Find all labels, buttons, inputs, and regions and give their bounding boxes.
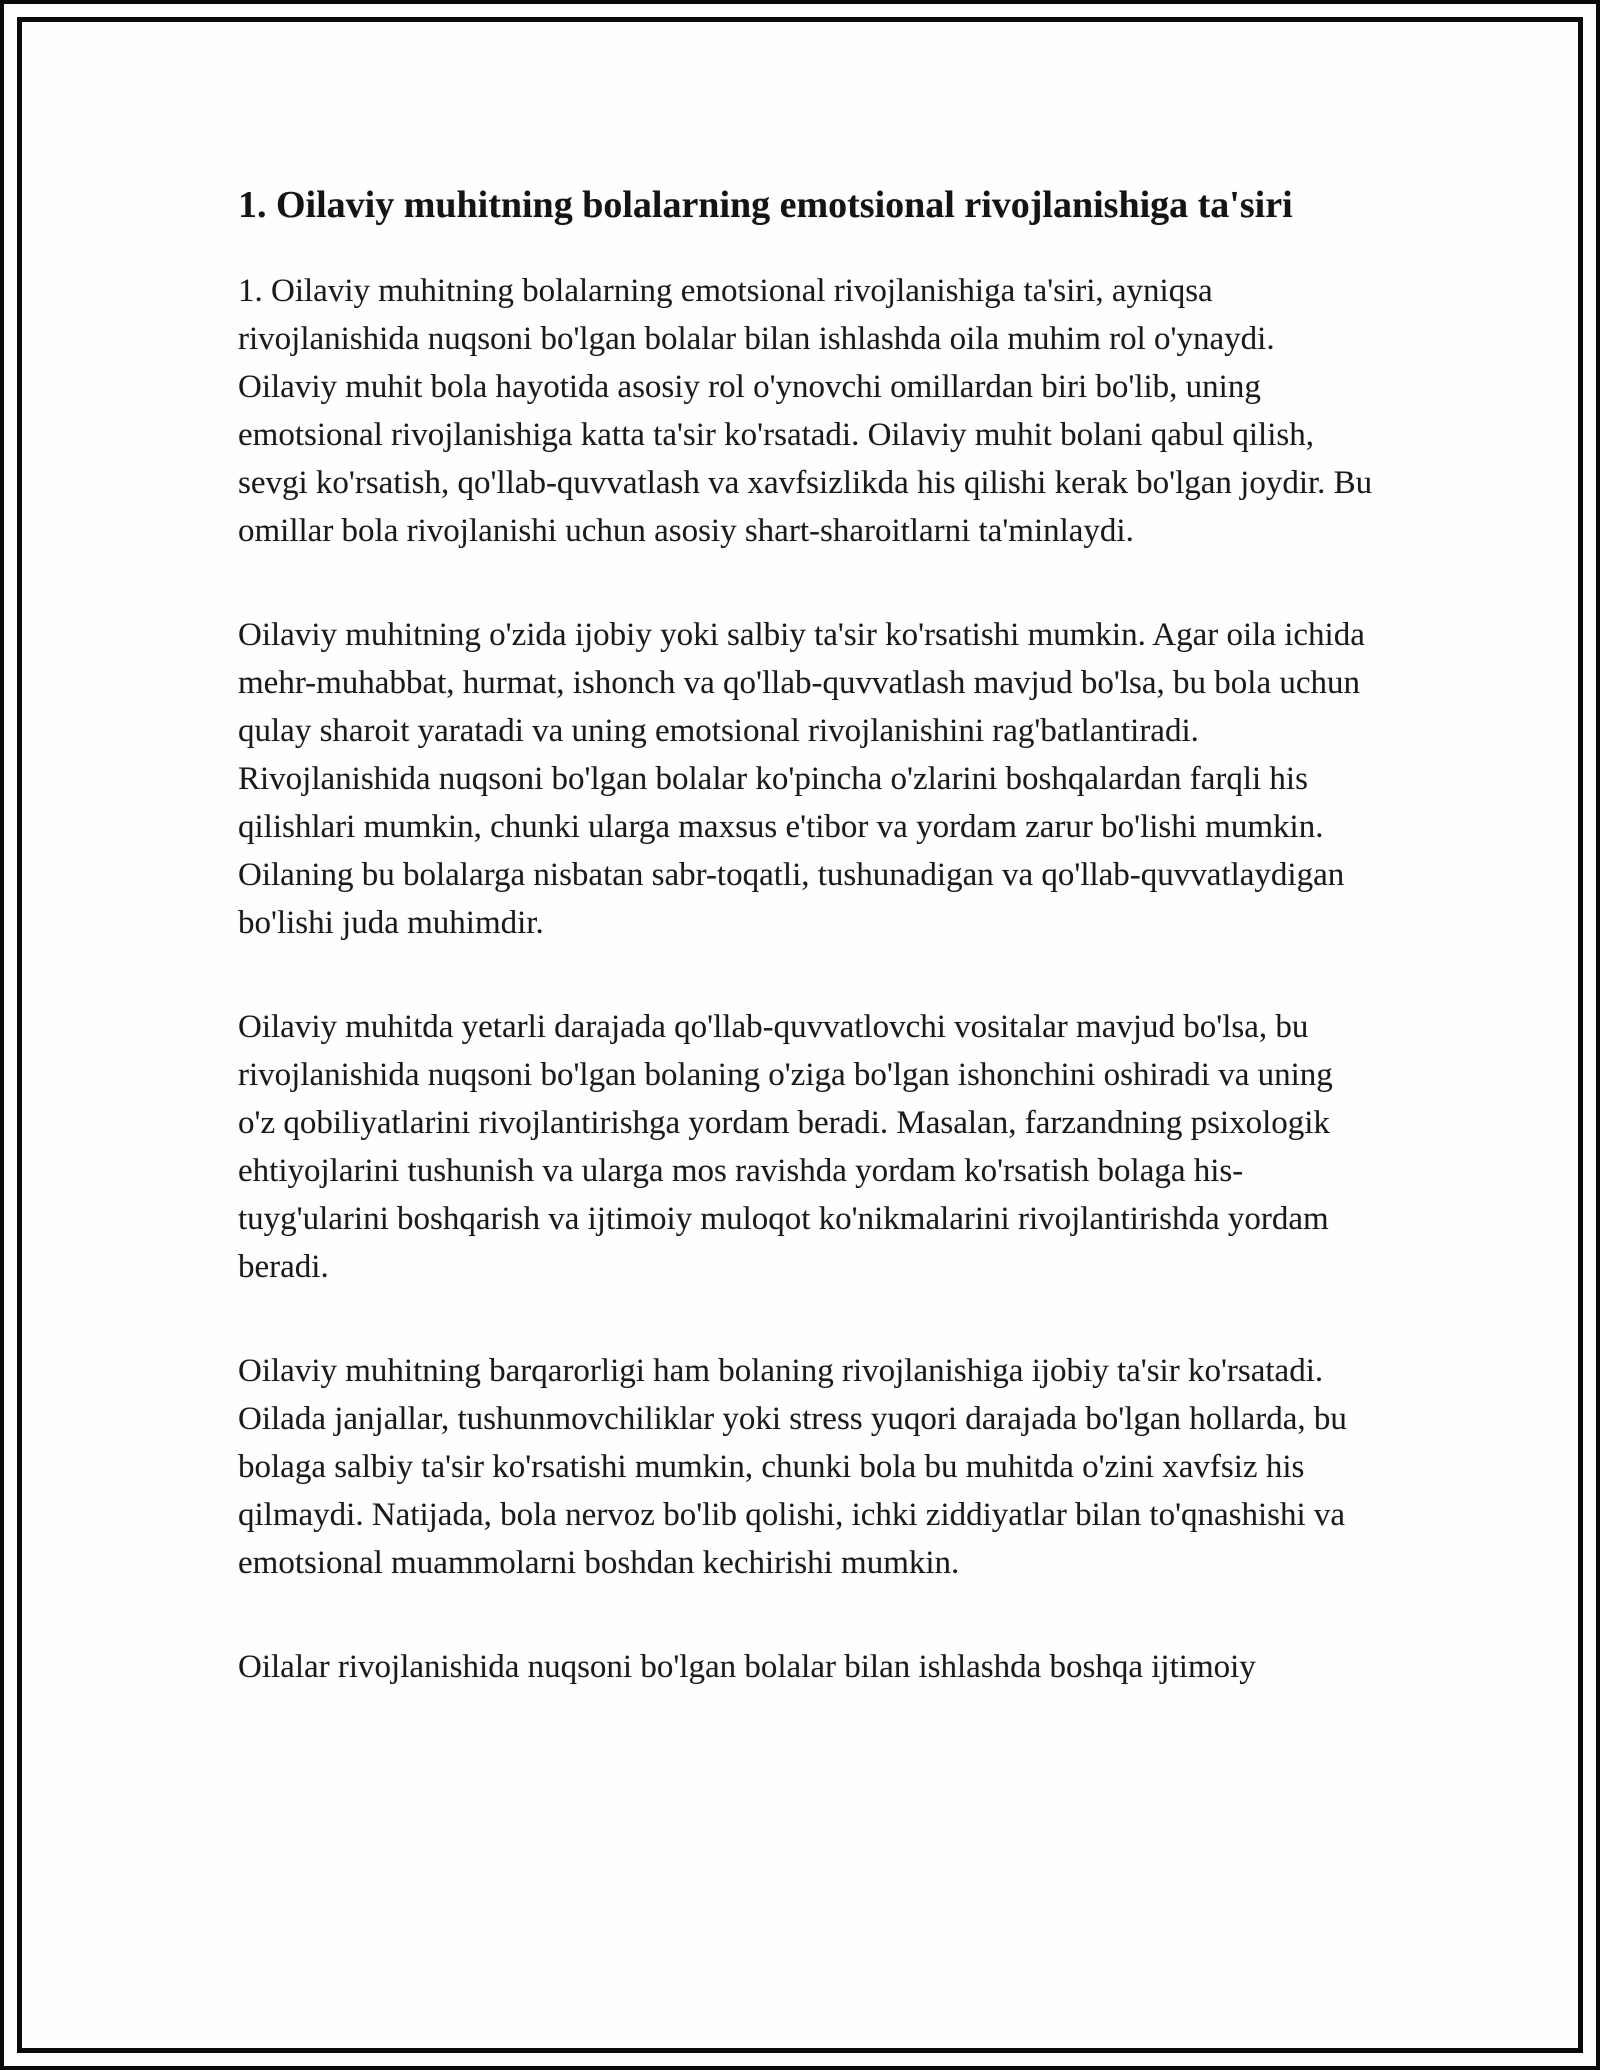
text-column	[238, 179, 1373, 1691]
paragraph-1: 1. Oilaviy muhitning bolalarning emotsional rivojlanishiga ta'siri, ayniqsa rivojlanishida nuqsoni bo'lgan bolalar bilan ishlashda oila muhim rol o'ynaydi. Oilaviy muhit bola hayotida asosiy rol o'ynovchi omillardan biri bo'lib, uning emotsional rivojlanishiga katta ta'sir ko'rsatadi. Oilaviy muhit bolani qabul qilish, sevgi ko'rsatish, qo'llab-quvvatlash va xavfsizlikda his qilishi kerak bo'lgan joydir. Bu omillar bola rivojlanishi uchun asosiy shart-sharoitlarni ta'minlaydi.	[238, 273, 1373, 549]
page-title: 1. Oilaviy muhitning bolalarning emotsional rivojlanishiga ta'siri	[238, 184, 1293, 226]
paragraph-5: Oilalar rivojlanishida nuqsoni bo'lgan bolalar bilan ishlashda boshqa ijtimoiy	[238, 1649, 1256, 1685]
paragraph-3: Oilaviy muhitda yetarli darajada qo'llab-quvvatlovchi vositalar mavjud bo'lsa, bu rivojlanishida nuqsoni bo'lgan bolaning o'ziga bo'lgan ishonchini oshiradi va uning o'z qobiliyatlarini rivojlantirishga yordam beradi. Masalan, farzandning psixologik ehtiyojlarini tushunish va ularga mos ravishda yordam ko'rsatish bolaga his-tuyg'ularini boshqarish va ijtimoiy muloqot ko'nikmalarini rivojlantirishda yordam beradi.	[238, 1009, 1333, 1285]
paragraph-2: Oilaviy muhitning o'zida ijobiy yoki salbiy ta'sir ko'rsatishi mumkin. Agar oila ichida mehr-muhabbat, hurmat, ishonch va qo'llab-quvvatlash mavjud bo'lsa, bu bola uchun qulay sharoit yaratadi va uning emotsional rivojlanishini rag'batlantiradi. Rivojlanishida nuqsoni bo'lgan bolalar ko'pincha o'zlarini boshqalardan farqli his qilishlari mumkin, chunki ularga maxsus e'tibor va yordam zarur bo'lishi mumkin. Oilaning bu bolalarga nisbatan sabr-toqatli, tushunadigan va qo'llab-quvvatlaydigan bo'lishi juda muhimdir.	[238, 617, 1365, 941]
page-inner-frame	[17, 17, 1583, 2053]
document-content	[22, 22, 1578, 1691]
paragraph-4: Oilaviy muhitning barqarorligi ham bolaning rivojlanishiga ijobiy ta'sir ko'rsatadi. Oilada janjallar, tushunmovchiliklar yoki stress yuqori darajada bo'lgan hollarda, bu bolaga salbiy ta'sir ko'rsatishi mumkin, chunki bola bu muhitda o'zini xavfsiz his qilmaydi. Natijada, bola nervoz bo'lib qolishi, ichki ziddiyatlar bilan to'qnashishi va emotsional muammolarni boshdan kechirishi mumkin.	[238, 1353, 1347, 1581]
